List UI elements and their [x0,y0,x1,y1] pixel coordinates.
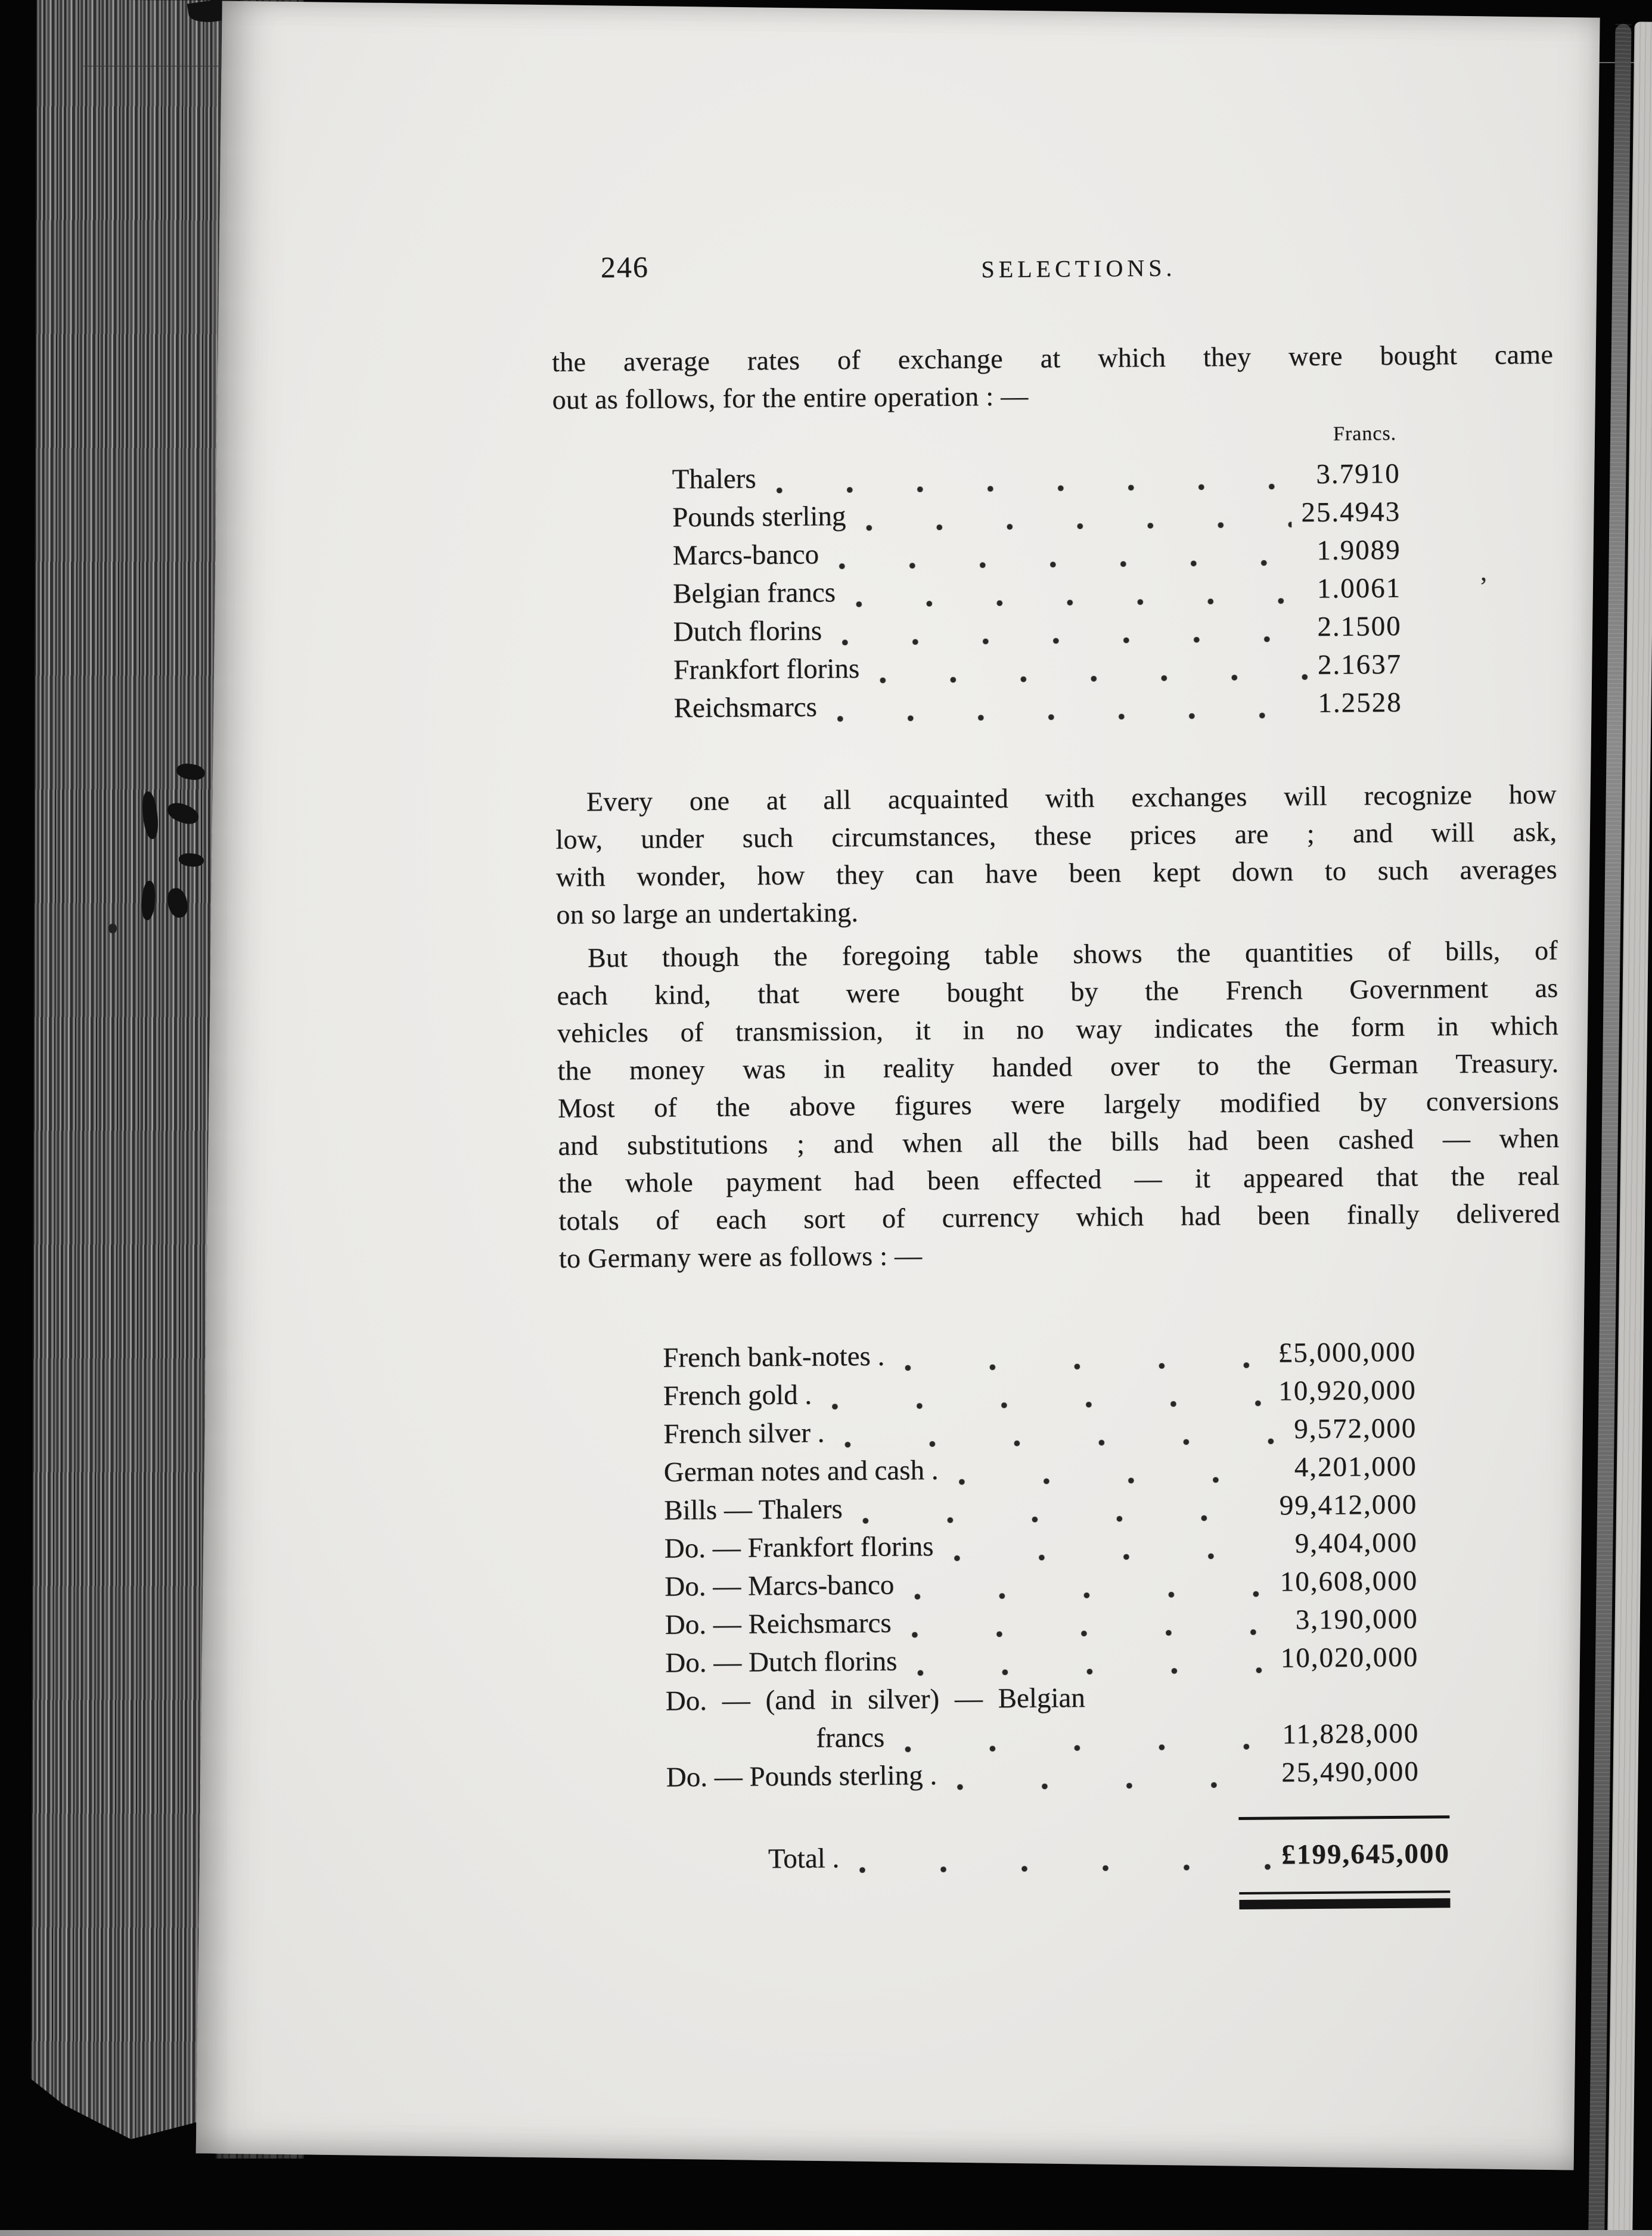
row-value: 11,828,000 [1282,1718,1420,1750]
text-line: Most of the above figures were largely modified by conversions [557,1085,1560,1123]
rates-rows [672,456,1402,729]
table-row [672,456,1400,500]
row-value: 99,412,000 [1279,1489,1418,1521]
row-label: Bills — Thalers [664,1493,843,1526]
leader-dots [855,521,1291,531]
scanner-bed-edge [0,2230,1652,2236]
table-row [672,494,1401,538]
stray-ink-mark: , [1480,557,1488,586]
table-row [666,1678,1419,1722]
row-label: Thalers [672,463,756,495]
row-value: 1.9089 [1316,534,1401,566]
rates-column-header: Francs. [1333,422,1397,445]
row-value: 4,201,000 [1294,1451,1417,1483]
text-line: each kind, that were bought by the French Government as [557,972,1558,1011]
leader-dots [903,1591,1271,1600]
row-value: 3,190,000 [1295,1603,1418,1636]
row-value: 10,608,000 [1280,1565,1418,1598]
leader-dots [845,598,1308,607]
table-row [673,570,1401,614]
leader-dots [948,1476,1285,1485]
table-row [665,1639,1418,1684]
table-rule [1238,1815,1449,1820]
table-row [663,1334,1416,1378]
table-row [663,1372,1417,1417]
row-label: Do. — Pounds sterling . [666,1759,937,1793]
row-value: 10,020,000 [1280,1641,1419,1674]
leader-dots [766,483,1307,493]
text-line: with wonder, how they can have been kept down to such averages [555,853,1558,892]
leader-dots [946,1782,1272,1790]
row-label: Do. — Marcs-banco [664,1569,895,1603]
leader-dots [852,1515,1270,1524]
table-row [664,1487,1417,1531]
table-row [673,608,1401,653]
leader-dots [834,1438,1285,1448]
total-value: £199,645,000 [1281,1838,1451,1871]
total-row [768,1836,1450,1879]
row-label: French silver . [663,1417,825,1450]
but-though-paragraph [557,931,1560,1277]
text-line: Every one at all acquainted with exchanges will recognize how [586,778,1557,817]
total-rule-thick [1239,1898,1450,1909]
page-number: 246 [600,250,650,284]
row-label: francs [816,1722,885,1754]
page-content [201,4,1595,2167]
row-value: 9,404,000 [1294,1527,1418,1560]
row-value: 3.7910 [1316,458,1401,490]
leader-dots [906,1667,1271,1676]
text-line: the money was in reality handed over to the German Treasury. [557,1047,1559,1086]
leader-dots [828,560,1307,569]
table-row [673,647,1402,691]
every-one-paragraph [555,775,1558,933]
leader-dots [831,636,1308,645]
text-line: the average rates of exchange at which they were bought came [551,338,1554,377]
text-line: on so large an undertaking. [556,896,859,930]
scanned-page [196,1,1600,2170]
text-line: the whole payment had been effected — it appeared that the real [558,1160,1560,1198]
text-line: But though the foregoing table shows the quantities of bills, of [587,934,1558,973]
row-value: 1.2528 [1318,687,1402,719]
row-label: French bank-notes . [663,1340,885,1374]
table-row [664,1449,1417,1493]
row-value: 2.1637 [1317,648,1402,681]
row-value: 25,490,000 [1281,1756,1420,1788]
running-header: SELECTIONS. [981,254,1176,283]
leader-dots [894,1362,1269,1371]
table-row [672,532,1401,576]
row-label: Do. — (and in silver) — Belgian [665,1682,1085,1717]
text-line: out as follows, for the entire operation : — [552,380,1029,415]
text-line: and substitutions ; and when all the bills had been cashed — when [558,1122,1560,1161]
delivered-totals-table [663,1334,1420,1798]
table-row [816,1716,1419,1759]
leader-dots [827,712,1309,722]
row-label: French gold . [663,1379,812,1412]
leader-dots [901,1629,1286,1638]
total-label: Total . [768,1843,840,1875]
text-line: vehicles of transmission, it in no way indicates the form in which [557,1010,1559,1048]
leader-dots [849,1864,1272,1874]
total-rule-thin [1239,1890,1450,1895]
row-value: 9,572,000 [1294,1412,1417,1445]
table-row [665,1601,1418,1645]
row-value: 10,920,000 [1278,1374,1417,1407]
row-label: Reichsmarcs [673,691,818,724]
leader-dots [894,1744,1272,1753]
text-line: low, under such circumstances, these prices are ; and will ask, [555,816,1557,855]
leader-dots [821,1400,1269,1410]
row-label: Frankfort florins [673,653,860,686]
row-value: 2.1500 [1317,610,1402,642]
row-label: Belgian francs [672,577,836,610]
row-label: German notes and cash . [663,1454,939,1488]
text-line: to Germany were as follows : — [558,1240,923,1274]
row-value: 25.4943 [1301,496,1401,529]
row-value: £5,000,000 [1278,1336,1417,1369]
text-line: totals of each sort of currency which had been finally delivered [558,1197,1560,1236]
leader-dots [943,1552,1285,1561]
table-row [663,1411,1417,1455]
row-label: Do. — Dutch florins [665,1645,898,1679]
row-label: Pounds sterling [672,501,846,533]
row-label: Do. — Frankfort florins [664,1531,934,1564]
row-label: Do. — Reichsmarcs [664,1607,892,1641]
row-label: Marcs-banco [672,539,819,572]
exchange-rates-table [672,423,1402,729]
row-label: Dutch florins [673,615,822,648]
table-row [664,1563,1418,1607]
table-row [666,1754,1420,1798]
row-value: 1.0061 [1316,572,1402,604]
intro-paragraph [552,336,1554,418]
leader-dots [869,674,1308,684]
table-row [664,1525,1418,1569]
table-row [673,685,1402,729]
